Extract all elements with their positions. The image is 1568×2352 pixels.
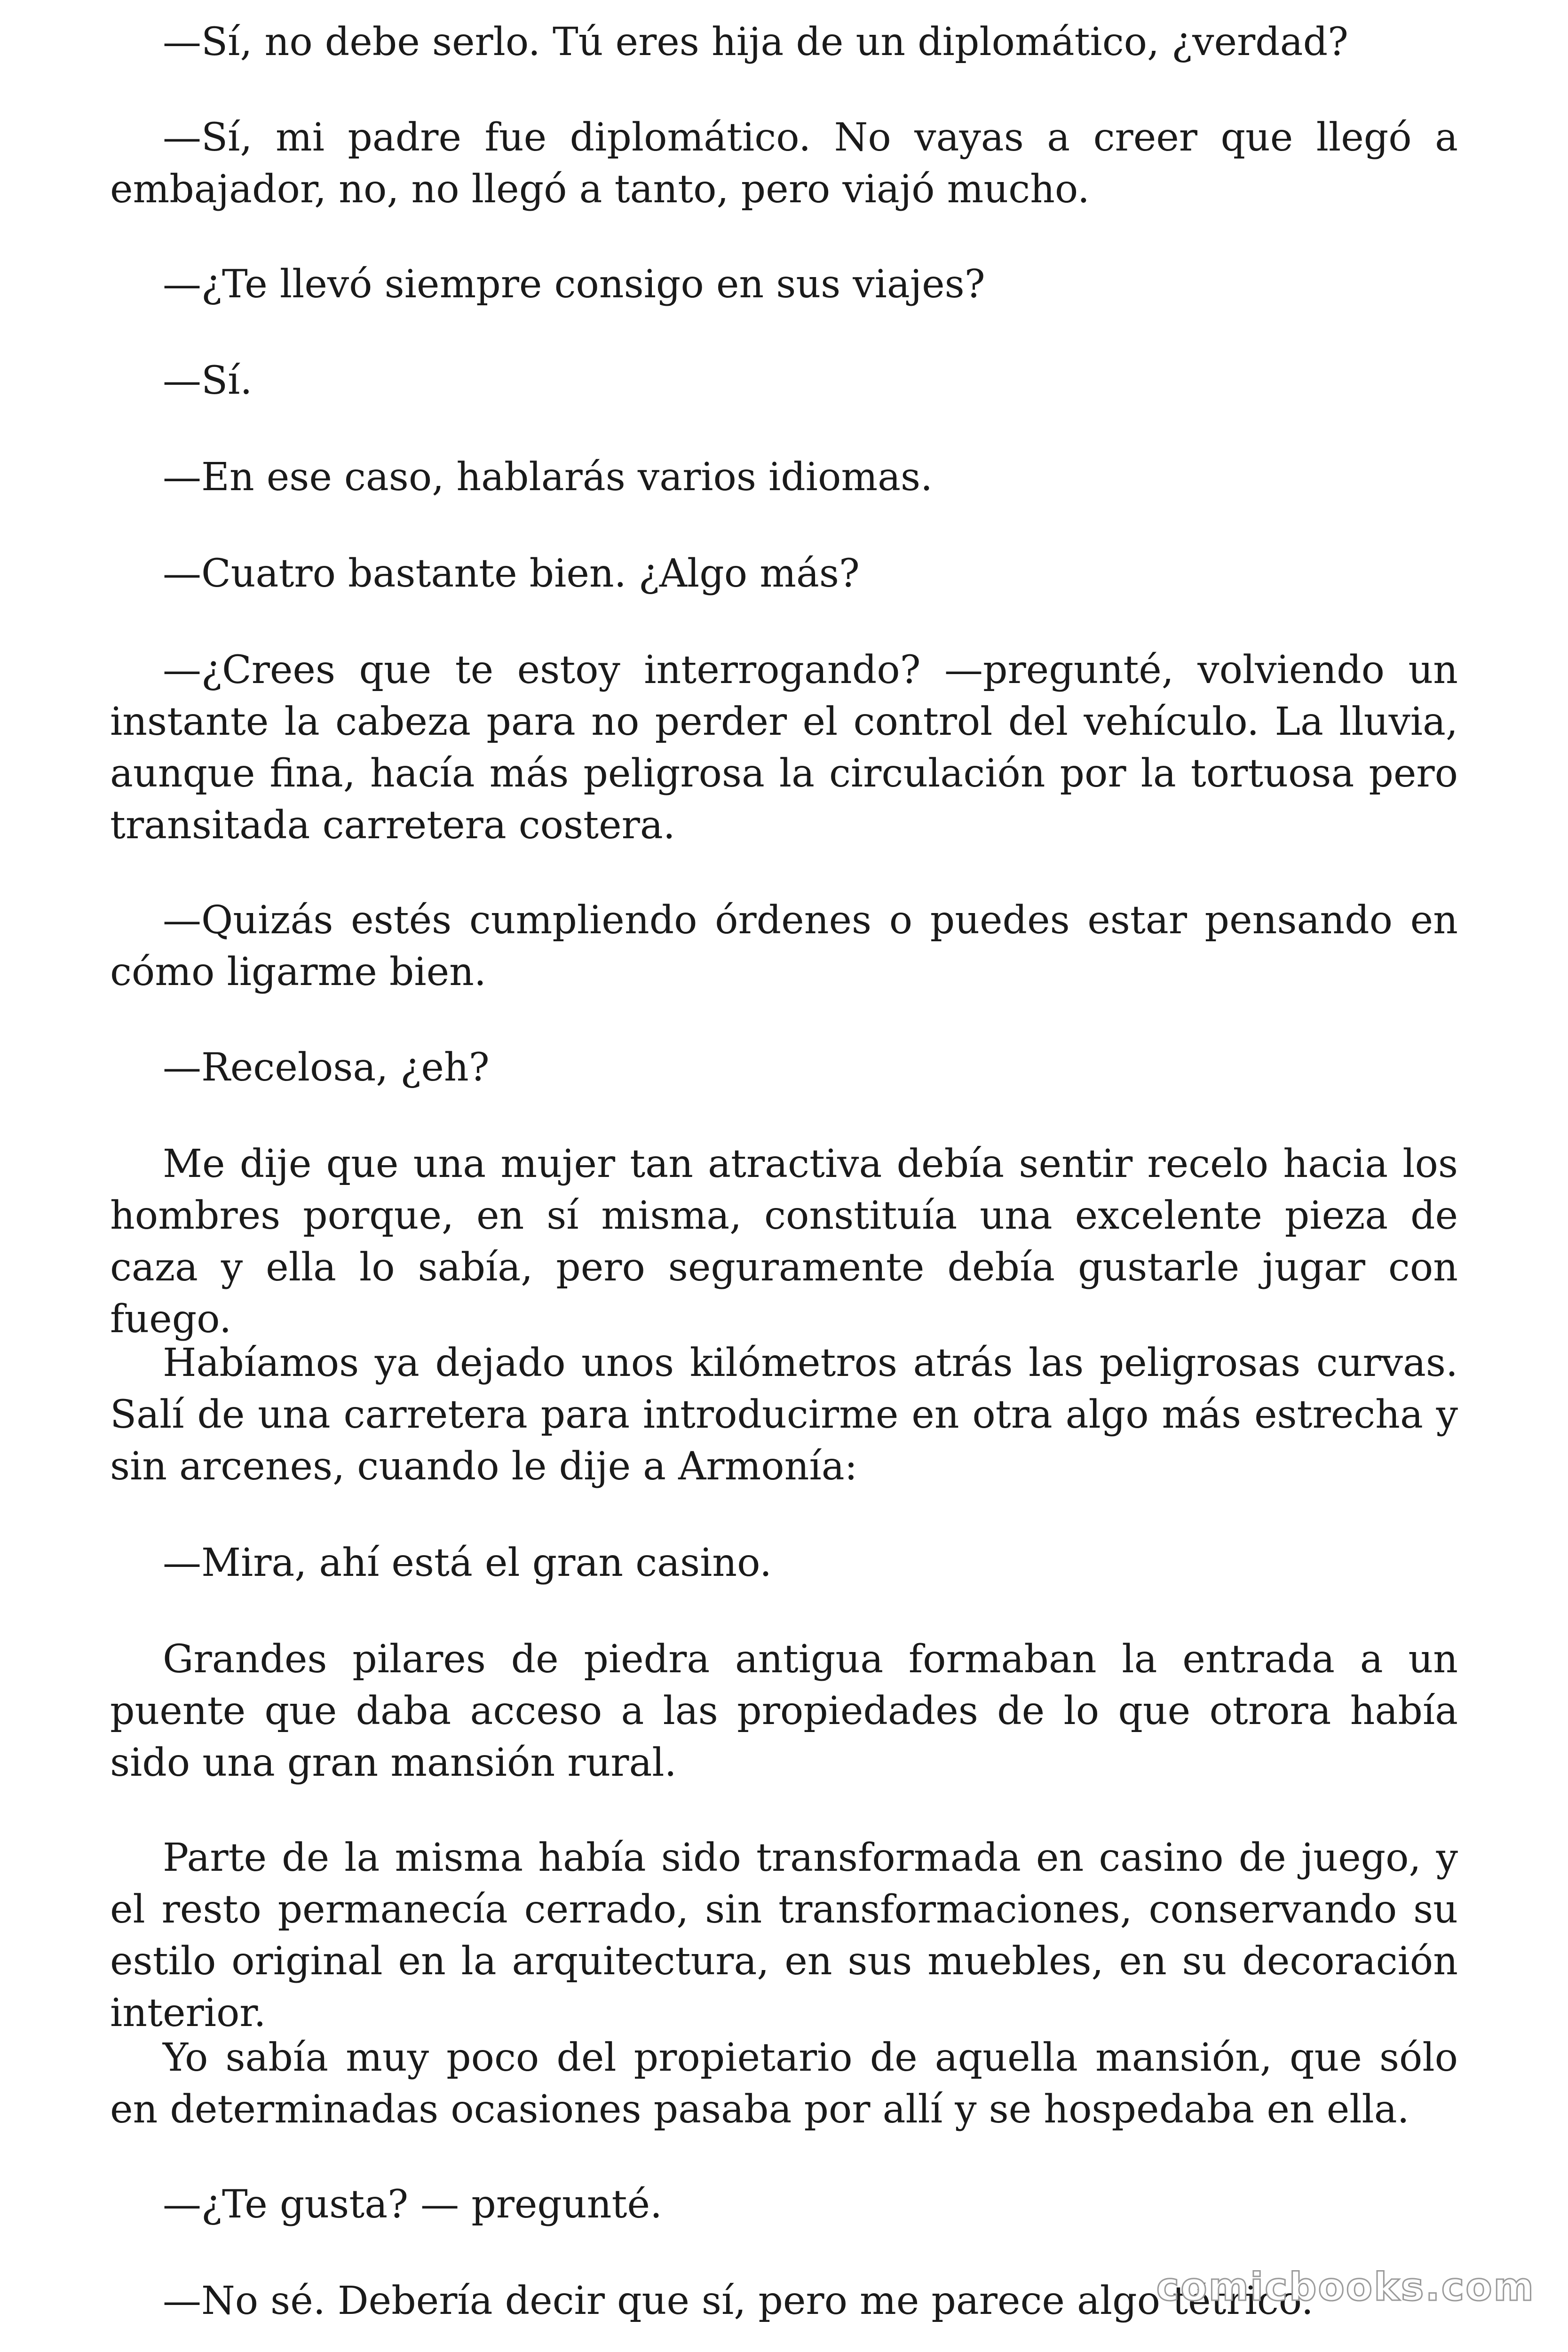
paragraph-14: Parte de la misma había sido transformada en casino de juego, y el resto permanecía cerrado, sin transformaciones, conservando su estilo original en la arquitectura, en sus muebles, en su decoración interior. [110,1836,1458,2035]
paragraph-9: —Recelosa, ¿eh? [163,1045,490,1090]
paragraph-15: Yo sabía muy poco del propietario de aquella mansión, que sólo en determinadas ocasiones pasaba por allí y se hospedaba en ella. [110,2035,1458,2132]
paragraph-3: —¿Te llevó siempre consigo en sus viajes? [163,262,985,307]
document-page [110,0,1458,2352]
paragraph-5: —En ese caso, hablarás varios idiomas. [163,455,933,500]
paragraph-8: —Quizás estés cumpliendo órdenes o puedes estar pensando en cómo ligarme bien. [110,898,1458,994]
paragraph-12: —Mira, ahí está el gran casino. [163,1541,772,1585]
paragraph-7: —¿Crees que te estoy interrogando? —pregunté, volviendo un instante la cabeza para no perder el control del vehículo. La lluvia, aunque fina, hacía más peligrosa la circulación por la tortuosa pero transitada carretera costera. [110,648,1458,848]
paragraph-13: Grandes pilares de piedra antigua formaban la entrada a un puente que daba acceso a las propiedades de lo que otrora había sido una gran mansión rural. [110,1637,1458,1785]
paragraph-10: Me dije que una mujer tan atractiva debía sentir recelo hacia los hombres porque, en sí misma, constituía una excelente pieza de caza y ella lo sabía, pero seguramente debía gustarle jugar con fuego. [110,1142,1458,1342]
paragraph-11: Habíamos ya dejado unos kilómetros atrás las peligrosas curvas. Salí de una carretera para introducirme en otra algo más estrecha y sin arcenes, cuando le dije a Armonía: [110,1341,1458,1489]
paragraph-16: —¿Te gusta? — pregunté. [163,2182,663,2227]
paragraph-6: —Cuatro bastante bien. ¿Algo más? [163,551,860,596]
paragraph-1: —Sí, no debe serlo. Tú eres hija de un diplomático, ¿verdad? [163,20,1349,64]
paragraph-2: —Sí, mi padre fue diplomático. No vayas a creer que llegó a embajador, no, no llegó a tanto, pero viajó mucho. [110,115,1458,212]
watermark: comicbooks.com [1156,2265,1535,2310]
paragraph-4: —Sí. [163,358,253,403]
paragraph-17: —No sé. Debería decir que sí, pero me parece algo tétrico. [163,2279,1314,2323]
